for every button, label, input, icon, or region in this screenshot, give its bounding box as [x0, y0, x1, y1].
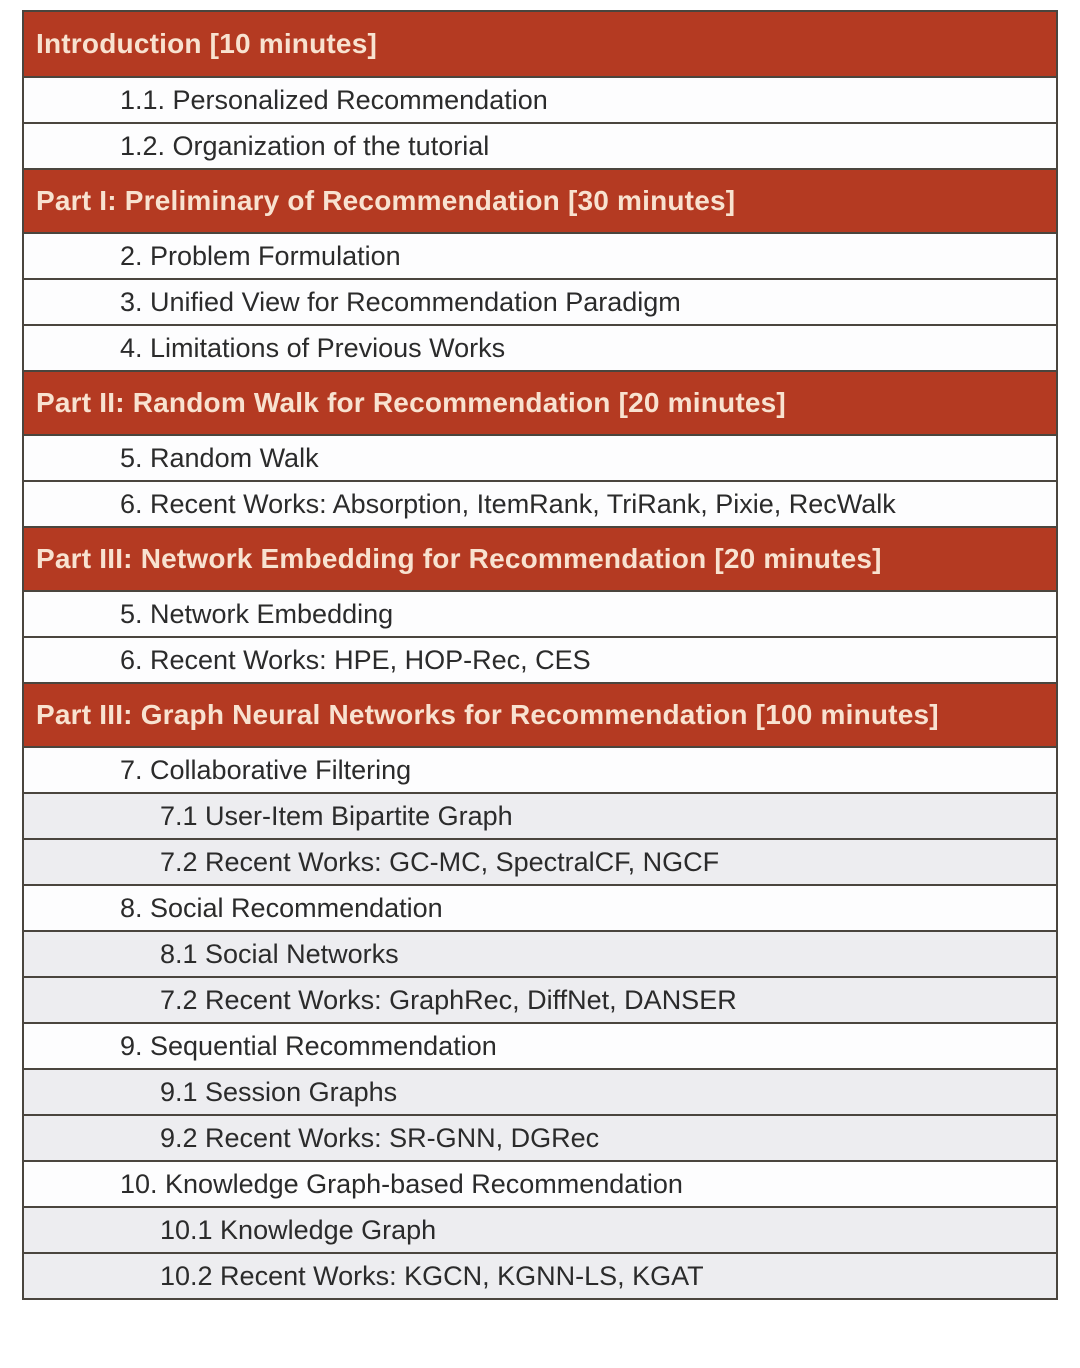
- outline-subitem-row: 7.1 User-Item Bipartite Graph: [24, 792, 1056, 838]
- outline-item-row: 1.1. Personalized Recommendation: [24, 76, 1056, 122]
- outline-subitem-row: 9.1 Session Graphs: [24, 1068, 1056, 1114]
- outline-item-row: 5. Network Embedding: [24, 590, 1056, 636]
- outline-subitem-row: 9.2 Recent Works: SR-GNN, DGRec: [24, 1114, 1056, 1160]
- outline-item-row: 6. Recent Works: HPE, HOP-Rec, CES: [24, 636, 1056, 682]
- outline-item-row: 7. Collaborative Filtering: [24, 746, 1056, 792]
- outline-item-row: 6. Recent Works: Absorption, ItemRank, TriRank, Pixie, RecWalk: [24, 480, 1056, 526]
- section-header-row: Introduction [10 minutes]: [24, 12, 1056, 76]
- tutorial-outline-table: [22, 10, 1058, 1300]
- outline-item-row: 10. Knowledge Graph-based Recommendation: [24, 1160, 1056, 1206]
- section-header-row: Part I: Preliminary of Recommendation [30 minutes]: [24, 168, 1056, 232]
- outline-item-row: 5. Random Walk: [24, 434, 1056, 480]
- section-header-row: Part III: Graph Neural Networks for Recommendation [100 minutes]: [24, 682, 1056, 746]
- outline-item-row: 8. Social Recommendation: [24, 884, 1056, 930]
- outline-item-row: 9. Sequential Recommendation: [24, 1022, 1056, 1068]
- section-header-row: Part III: Network Embedding for Recommendation [20 minutes]: [24, 526, 1056, 590]
- outline-item-row: 2. Problem Formulation: [24, 232, 1056, 278]
- outline-subitem-row: 7.2 Recent Works: GraphRec, DiffNet, DANSER: [24, 976, 1056, 1022]
- section-header-row: Part II: Random Walk for Recommendation [20 minutes]: [24, 370, 1056, 434]
- outline-item-row: 3. Unified View for Recommendation Paradigm: [24, 278, 1056, 324]
- outline-subitem-row: 10.1 Knowledge Graph: [24, 1206, 1056, 1252]
- outline-subitem-row: 10.2 Recent Works: KGCN, KGNN-LS, KGAT: [24, 1252, 1056, 1298]
- outline-item-row: 1.2. Organization of the tutorial: [24, 122, 1056, 168]
- outline-subitem-row: 7.2 Recent Works: GC-MC, SpectralCF, NGCF: [24, 838, 1056, 884]
- outline-subitem-row: 8.1 Social Networks: [24, 930, 1056, 976]
- outline-item-row: 4. Limitations of Previous Works: [24, 324, 1056, 370]
